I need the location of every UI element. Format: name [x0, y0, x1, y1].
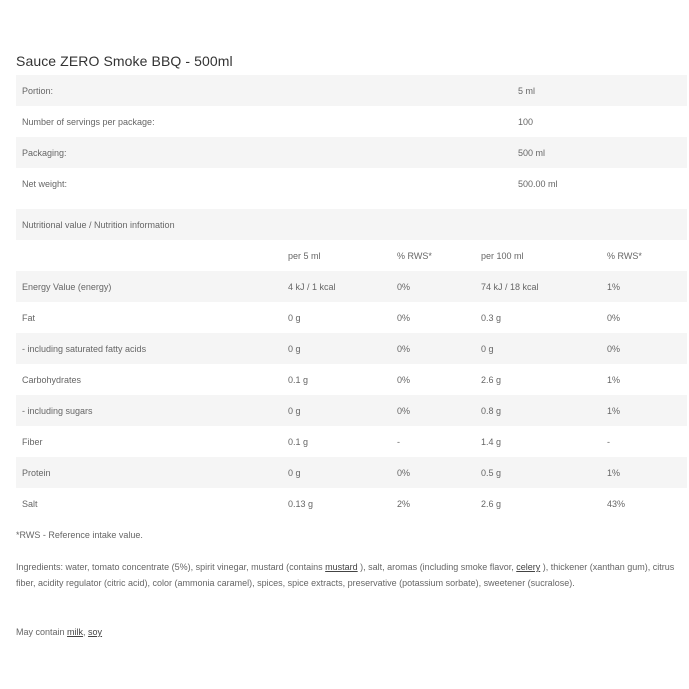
- per-100-value: 2.6 g: [481, 498, 502, 509]
- product-info-table: [16, 75, 687, 199]
- allergen-link-mustard[interactable]: mustard: [325, 562, 358, 572]
- per-100-rws: 0%: [601, 333, 687, 364]
- ingredients-text: [16, 559, 680, 591]
- info-row-portion: [16, 75, 687, 106]
- per-serving-rws: -: [397, 436, 400, 447]
- info-label: Number of servings per package:: [22, 116, 155, 127]
- per-serving-rws: 0%: [391, 457, 475, 488]
- info-value: 5 ml: [512, 75, 687, 106]
- allergen-warning: [16, 624, 680, 640]
- per-100-rws: 0%: [607, 312, 621, 323]
- info-row-net-weight: [16, 168, 687, 199]
- nutrition-row-fiber: [16, 426, 687, 457]
- allergen-link-milk[interactable]: milk: [67, 627, 84, 637]
- nutrition-row-energy: [16, 271, 687, 302]
- nutrition-table: [16, 209, 687, 519]
- per-100-rws: 1%: [601, 395, 687, 426]
- per-serving-rws: 0%: [391, 395, 475, 426]
- per-serving-value: 0.1 g: [288, 436, 309, 447]
- info-label: Packaging:: [16, 137, 512, 168]
- info-value: 500 ml: [512, 137, 687, 168]
- per-100-value: 2.6 g: [481, 374, 502, 385]
- nutrition-header-cell: per 100 ml: [481, 250, 524, 261]
- per-100-rws: -: [607, 436, 610, 447]
- nutrition-row-sugars: [16, 395, 687, 426]
- nutrition-section-title: Nutritional value / Nutrition information: [16, 209, 687, 240]
- nutrient-name: Fat: [22, 312, 36, 323]
- allergen-link-celery[interactable]: celery: [516, 562, 541, 572]
- per-serving-rws: 0%: [397, 374, 411, 385]
- allergen-prefix: May contain: [16, 627, 68, 637]
- per-100-rws: 1%: [601, 457, 687, 488]
- info-label: Portion:: [16, 75, 512, 106]
- per-serving-value: 0 g: [282, 333, 391, 364]
- nutrition-header-cell: per 5 ml: [288, 250, 321, 261]
- per-serving-rws: 2%: [397, 498, 411, 509]
- per-100-value: 0.5 g: [475, 457, 601, 488]
- info-value: 500.00 ml: [518, 178, 558, 189]
- ingredients-part: ), thickener (xanthan gum), citrus fiber, acidity regulator (citric acid), color (ammonia caramel), spices, spice extracts, preservative (potassium sorbate), sweetener (sucralose).: [16, 562, 675, 588]
- per-serving-rws: 0%: [391, 333, 475, 364]
- per-100-value: 0.3 g: [481, 312, 502, 323]
- allergen-separator: ,: [83, 627, 89, 637]
- per-100-value: 1.4 g: [481, 436, 502, 447]
- info-label: Net weight:: [22, 178, 68, 189]
- per-serving-value: 0 g: [288, 312, 301, 323]
- per-serving-value: 0.1 g: [288, 374, 309, 385]
- nutrient-name: Carbohydrates: [22, 374, 82, 385]
- per-100-value: 74 kJ / 18 kcal: [475, 271, 601, 302]
- per-100-value: 0.8 g: [475, 395, 601, 426]
- product-title: Sauce ZERO Smoke BBQ - 500ml: [16, 53, 233, 69]
- nutrition-row-carbohydrates: [16, 364, 687, 395]
- nutrition-row-protein: [16, 457, 687, 488]
- ingredients-part: Ingredients: water, tomato concentrate (5%), spirit vinegar, mustard (contains: [16, 562, 326, 572]
- nutrition-header-cell: % RWS*: [607, 250, 642, 261]
- per-serving-rws: 0%: [391, 271, 475, 302]
- nutrition-section-title-row: [16, 209, 687, 240]
- per-100-rws: 1%: [607, 374, 621, 385]
- nutrition-header-row: [16, 240, 687, 271]
- per-100-value: 0 g: [475, 333, 601, 364]
- per-serving-value: 4 kJ / 1 kcal: [282, 271, 391, 302]
- per-serving-value: 0.13 g: [288, 498, 314, 509]
- info-row-packaging: [16, 137, 687, 168]
- nutrient-name: Salt: [22, 498, 38, 509]
- nutrition-row-fat: [16, 302, 687, 333]
- nutrient-name: Energy Value (energy): [16, 271, 282, 302]
- rws-note: *RWS - Reference intake value.: [16, 530, 143, 540]
- nutrient-name: - including sugars: [16, 395, 282, 426]
- allergen-link-soy[interactable]: soy: [88, 627, 103, 637]
- nutrient-name: Fiber: [22, 436, 43, 447]
- info-value: 100: [518, 116, 534, 127]
- per-100-rws: 43%: [607, 498, 626, 509]
- nutrition-header-cell: % RWS*: [397, 250, 432, 261]
- nutrition-header-cell: [16, 240, 282, 271]
- info-row-servings: [16, 106, 687, 137]
- per-serving-value: 0 g: [282, 395, 391, 426]
- per-serving-rws: 0%: [397, 312, 411, 323]
- per-serving-value: 0 g: [282, 457, 391, 488]
- nutrient-name: Protein: [16, 457, 282, 488]
- ingredients-part: ), salt, aromas (including smoke flavor,: [357, 562, 517, 572]
- per-100-rws: 1%: [601, 271, 687, 302]
- nutrition-row-saturated-fat: [16, 333, 687, 364]
- nutrient-name: - including saturated fatty acids: [16, 333, 282, 364]
- nutrition-row-salt: [16, 488, 687, 519]
